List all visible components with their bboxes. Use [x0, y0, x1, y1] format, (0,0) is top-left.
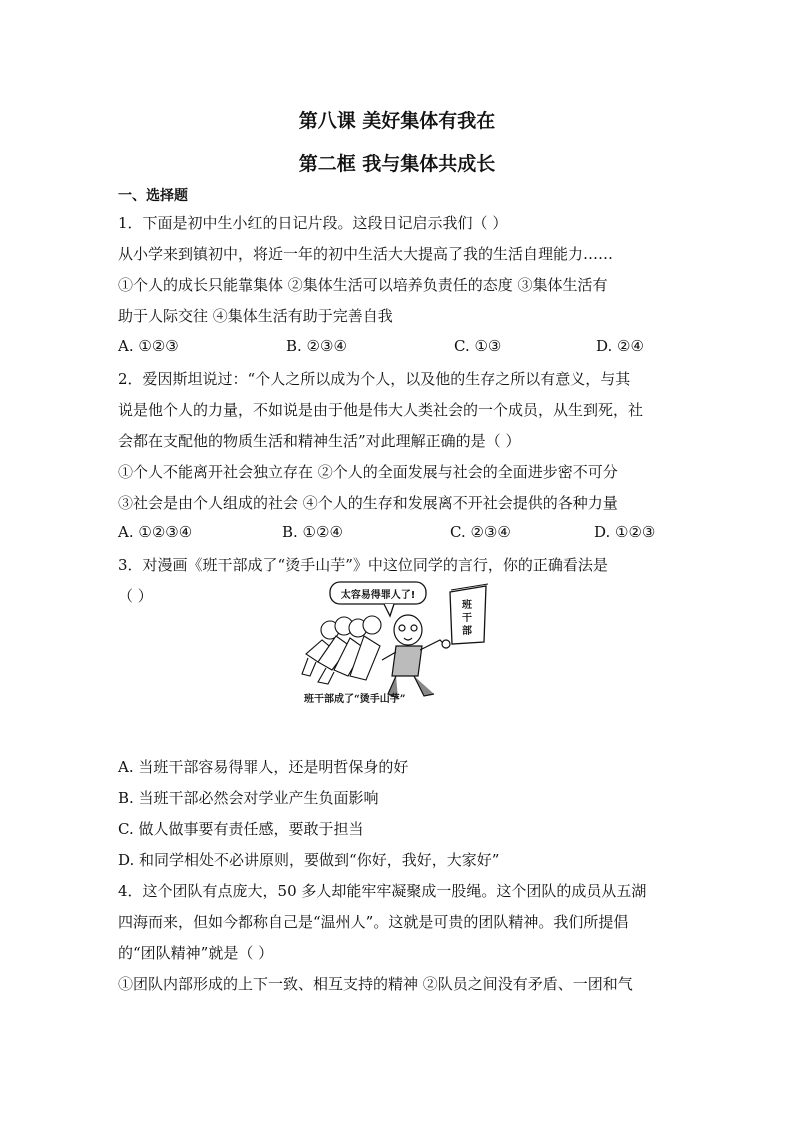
cartoon-illustration [300, 578, 500, 708]
q2-option-c[interactable]: C. ②③④ [450, 523, 511, 541]
q3-option-d[interactable]: D. 和同学相处不必讲原则，要做到“你好，我好，大家好” [118, 851, 500, 869]
q2-option-a[interactable]: A. ①②③④ [118, 523, 193, 541]
sign-char-2: 干 [462, 613, 472, 624]
q4-stem-line3: 的“团队精神”就是（ ） [118, 944, 274, 962]
q2-statements-line2: ③社会是由个人组成的社会 ④个人的生存和发展离不开社会提供的各种力量 [118, 494, 618, 512]
q2-stem-line2: 说是他个人的力量，不如说是由于他是伟大人类社会的一个成员，从生到死，社 [118, 401, 644, 419]
q1-stem: 1．下面是初中生小红的日记片段。这段日记启示我们（ ） [118, 214, 508, 232]
q1-option-b[interactable]: B. ②③④ [286, 337, 347, 355]
sign-char-3: 部 [462, 626, 472, 637]
q2-stem-line3: 会都在支配他的物质生活和精神生活”对此理解正确的是（ ） [118, 432, 521, 450]
q4-stem-line1: 4．这个团队有点庞大，50 多人却能牢牢凝聚成一股绳。这个团队的成员从五湖 [118, 882, 647, 900]
q1-statements-line2: 助于人际交往 ④集体生活有助于完善自我 [118, 307, 393, 325]
q3-option-b[interactable]: B. 当班干部必然会对学业产生负面影响 [118, 789, 379, 807]
q1-option-d[interactable]: D. ②④ [596, 337, 644, 355]
section-heading: 一、选择题 [118, 188, 188, 204]
q4-stem-line2: 四海而来，但如今都称自己是“温州人”。这就是可贵的团队精神。我们所提倡 [118, 913, 629, 931]
q4-statements-line1: ①团队内部形成的上下一致、相互支持的精神 ②队员之间没有矛盾、一团和气 [118, 975, 633, 993]
cartoon-caption: 班干部成了“烫手山芋” [304, 694, 406, 705]
q3-stem-line1: 3．对漫画《班干部成了“烫手山芋”》中这位同学的言行，你的正确看法是 [118, 556, 608, 574]
q3-stem-line2: （ ） [118, 587, 153, 605]
q3-option-a[interactable]: A. 当班干部容易得罪人，还是明哲保身的好 [118, 758, 409, 776]
q1-option-c[interactable]: C. ①③ [454, 337, 502, 355]
q1-option-a[interactable]: A. ①②③ [118, 337, 179, 355]
crowd-figures [302, 616, 381, 684]
q2-option-b[interactable]: B. ①②④ [282, 523, 343, 541]
q3-option-c[interactable]: C. 做人做事要有责任感，要敢于担当 [118, 820, 364, 838]
lesson-title: 第八课 美好集体有我在 [298, 110, 496, 132]
sign-char-1: 班 [462, 600, 472, 611]
section-subtitle: 第二框 我与集体共成长 [298, 153, 496, 175]
student-figure [382, 615, 450, 698]
q2-option-d[interactable]: D. ①②③ [594, 523, 656, 541]
q2-stem-line1: 2．爱因斯坦说过：“个人之所以成为个人，以及他的生存之所以有意义，与其 [118, 370, 631, 388]
q1-material: 从小学来到镇初中，将近一年的初中生活大大提高了我的生活自理能力…… [118, 245, 614, 263]
q2-statements-line1: ①个人不能离开社会独立存在 ②个人的全面发展与社会的全面进步密不可分 [118, 463, 618, 481]
q1-statements-line1: ①个人的成长只能靠集体 ②集体生活可以培养负责任的态度 ③集体生活有 [118, 276, 608, 294]
speech-bubble-text: 太容易得罪人了! [340, 590, 416, 601]
